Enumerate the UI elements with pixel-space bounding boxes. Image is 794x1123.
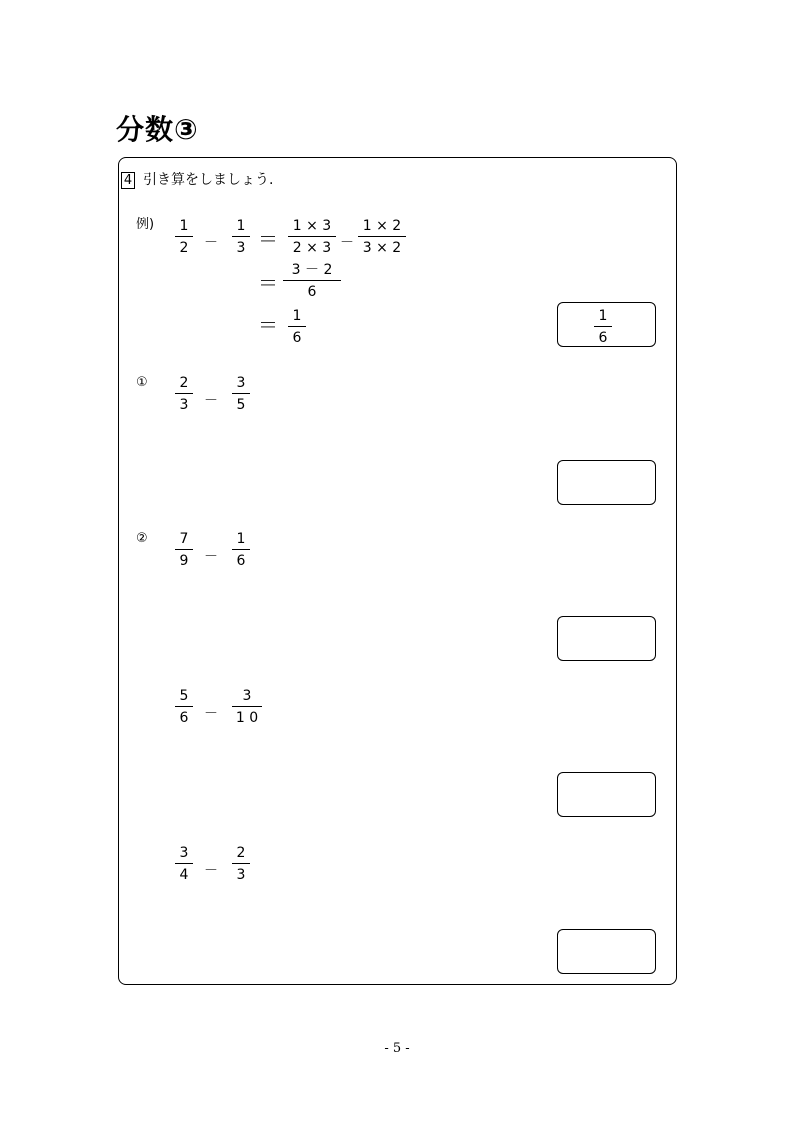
problem-3-answer-box[interactable]: [557, 772, 656, 817]
fraction-bar: [175, 706, 193, 707]
denominator: 6: [179, 710, 189, 726]
problem-4-answer-box[interactable]: [557, 929, 656, 974]
numerator: 3 － 2: [291, 262, 333, 278]
equals-sign: ＝: [258, 313, 278, 337]
minus-sign: －: [204, 549, 218, 565]
fraction-bar: [232, 863, 250, 864]
numerator: 2: [236, 845, 246, 861]
problem-2-fraction-b: [232, 531, 250, 569]
denominator: 3: [236, 240, 246, 256]
fraction-bar: [232, 706, 262, 707]
problem-4-fraction-a: [175, 845, 193, 883]
question-number: 4: [121, 172, 135, 189]
example-step1-fraction-b: [358, 218, 406, 256]
numerator: 3: [179, 845, 189, 861]
minus-sign: －: [204, 863, 218, 879]
minus-sign: －: [204, 235, 218, 251]
problem-1-label: ①: [136, 375, 148, 390]
fraction-bar: [358, 236, 406, 237]
equals-sign: ＝: [258, 227, 278, 251]
example-label: 例): [136, 217, 155, 232]
fraction-bar: [288, 236, 336, 237]
exercise-frame: [118, 157, 677, 985]
denominator: 3 × 2: [362, 240, 402, 256]
page-number: - 5 -: [384, 1041, 410, 1056]
numerator: 3: [242, 688, 252, 704]
denominator: 2: [179, 240, 189, 256]
numerator: 2: [179, 375, 189, 391]
numerator: 3: [236, 375, 246, 391]
minus-sign: －: [204, 393, 218, 409]
numerator: 1: [179, 218, 189, 234]
page-title: 分数③: [116, 113, 199, 146]
numerator: 7: [179, 531, 189, 547]
denominator: 3: [236, 867, 246, 883]
example-step3-fraction: [288, 308, 306, 346]
problem-1-fraction-a: [175, 375, 193, 413]
denominator: 3: [179, 397, 189, 413]
fraction-bar: [175, 549, 193, 550]
fraction-bar: [175, 393, 193, 394]
denominator: 6: [236, 553, 246, 569]
fraction-bar: [288, 326, 306, 327]
numerator: 1: [598, 308, 608, 324]
problem-2-fraction-a: [175, 531, 193, 569]
numerator: 1 × 3: [292, 218, 332, 234]
problem-3-fraction-a: [175, 688, 193, 726]
numerator: 1 × 2: [362, 218, 402, 234]
equals-sign: ＝: [258, 271, 278, 295]
denominator: 6: [307, 284, 317, 300]
problem-4-fraction-b: [232, 845, 250, 883]
problem-2-answer-box[interactable]: [557, 616, 656, 661]
fraction-bar: [175, 236, 193, 237]
example-answer-fraction: [594, 308, 612, 346]
example-fraction-a: [175, 218, 193, 256]
denominator: 6: [598, 330, 608, 346]
problem-2-label: ②: [136, 531, 148, 546]
fraction-bar: [232, 236, 250, 237]
fraction-bar: [594, 326, 612, 327]
numerator: 5: [179, 688, 189, 704]
numerator: 1: [236, 218, 246, 234]
minus-sign: －: [204, 706, 218, 722]
denominator: 6: [292, 330, 302, 346]
denominator: 4: [179, 867, 189, 883]
numerator: 1: [236, 531, 246, 547]
example-step1-fraction-a: [288, 218, 336, 256]
fraction-bar: [232, 393, 250, 394]
denominator: 2 × 3: [292, 240, 332, 256]
denominator: 1 0: [235, 710, 259, 726]
problem-1-answer-box[interactable]: [557, 460, 656, 505]
denominator: 5: [236, 397, 246, 413]
problem-3-fraction-b: [232, 688, 262, 726]
numerator: 1: [292, 308, 302, 324]
minus-sign: －: [340, 235, 354, 251]
instruction: 引き算をしましょう.: [143, 172, 274, 188]
denominator: 9: [179, 553, 189, 569]
fraction-bar: [175, 863, 193, 864]
problem-1-fraction-b: [232, 375, 250, 413]
fraction-bar: [232, 549, 250, 550]
fraction-bar: [283, 280, 341, 281]
example-fraction-b: [232, 218, 250, 256]
example-step2-fraction: [283, 262, 341, 300]
